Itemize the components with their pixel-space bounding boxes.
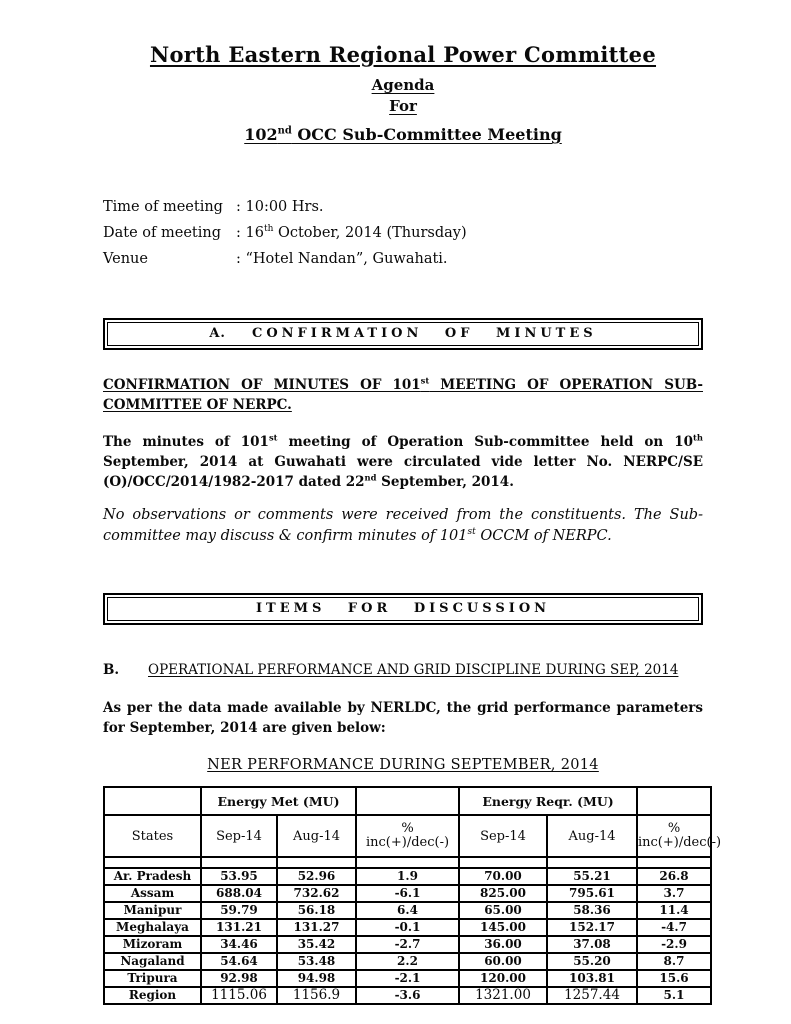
value-cell: -0.1 bbox=[356, 919, 459, 936]
table-row bbox=[104, 953, 711, 970]
value-cell: 54.64 bbox=[201, 953, 277, 970]
value-cell: 120.00 bbox=[459, 970, 547, 987]
empty-cell bbox=[104, 787, 201, 815]
item-b-title: OPERATIONAL PERFORMANCE AND GRID DISCIPLINE DURING SEP, 2014 bbox=[148, 662, 679, 678]
items-discussion-box-title bbox=[107, 597, 699, 621]
state-name-cell: Tripura bbox=[104, 970, 201, 987]
value-cell: 1115.06 bbox=[201, 987, 277, 1004]
value-cell: 55.20 bbox=[547, 953, 637, 970]
meeting-date-value: : 16th October, 2014 (Thursday) bbox=[236, 224, 467, 241]
state-name-cell: Meghalaya bbox=[104, 919, 201, 936]
minutes-circulation-paragraph: The minutes of 101st meeting of Operation Sub-committee held on 10th September, 2014 at Guwahati were circulated vide letter No. NERPC/SE (O)/OCC/2014/1982-2017 dated 22nd September, 2014. bbox=[103, 432, 703, 490]
value-cell: -6.1 bbox=[356, 885, 459, 902]
value-cell: 8.7 bbox=[637, 953, 711, 970]
value-cell: 1156.9 bbox=[277, 987, 356, 1004]
value-cell: 55.21 bbox=[547, 868, 637, 885]
value-cell: 15.6 bbox=[637, 970, 711, 987]
value-cell: 795.61 bbox=[547, 885, 637, 902]
meeting-venue-row bbox=[103, 246, 703, 272]
meeting-venue-value: : “Hotel Nandan”, Guwahati. bbox=[236, 251, 448, 267]
value-cell: 58.36 bbox=[547, 902, 637, 919]
value-cell: 53.95 bbox=[201, 868, 277, 885]
value-cell: -2.1 bbox=[356, 970, 459, 987]
met-sep-column-header: Sep-14 bbox=[201, 815, 277, 857]
value-cell: -4.7 bbox=[637, 919, 711, 936]
value-cell: 56.18 bbox=[277, 902, 356, 919]
item-b-heading bbox=[103, 660, 703, 681]
table-row bbox=[104, 919, 711, 936]
met-pct-column-header: % inc(+)/dec(-) bbox=[356, 815, 459, 857]
table-spacer-row bbox=[104, 857, 711, 868]
value-cell: 36.00 bbox=[459, 936, 547, 953]
performance-table bbox=[103, 786, 722, 1005]
meeting-time-value: : 10:00 Hrs. bbox=[236, 199, 324, 215]
value-cell: 131.21 bbox=[201, 919, 277, 936]
value-cell: 6.4 bbox=[356, 902, 459, 919]
states-column-header: States bbox=[104, 815, 201, 857]
value-cell: 59.79 bbox=[201, 902, 277, 919]
value-cell: 1321.00 bbox=[459, 987, 547, 1004]
meeting-number-title: 102nd OCC Sub-Committee Meeting bbox=[244, 125, 562, 144]
value-cell: 152.17 bbox=[547, 919, 637, 936]
reqr-aug-column-header: Aug-14 bbox=[547, 815, 637, 857]
meeting-venue-label: Venue bbox=[103, 251, 148, 267]
value-cell: 825.00 bbox=[459, 885, 547, 902]
meeting-time-label: Time of meeting bbox=[103, 199, 223, 215]
performance-table-title: NER PERFORMANCE DURING SEPTEMBER, 2014 bbox=[207, 757, 599, 773]
value-cell: -2.9 bbox=[637, 936, 711, 953]
document-title: North Eastern Regional Power Committee bbox=[149, 42, 657, 67]
table-row bbox=[104, 987, 711, 1004]
value-cell: -3.6 bbox=[356, 987, 459, 1004]
meeting-time-row bbox=[103, 194, 703, 220]
state-name-cell: Region bbox=[104, 987, 201, 1004]
value-cell: 60.00 bbox=[459, 953, 547, 970]
meeting-date-row bbox=[103, 220, 703, 246]
reqr-sep-column-header: Sep-14 bbox=[459, 815, 547, 857]
value-cell: 5.1 bbox=[637, 987, 711, 1004]
table-body bbox=[104, 868, 711, 1004]
items-discussion-box bbox=[103, 593, 703, 625]
value-cell: 70.00 bbox=[459, 868, 547, 885]
reqr-pct-column-header: % inc(+)/dec(-) bbox=[637, 815, 711, 857]
value-cell: 145.00 bbox=[459, 919, 547, 936]
energy-reqr-group-header: Energy Reqr. (MU) bbox=[459, 787, 637, 815]
state-name-cell: Manipur bbox=[104, 902, 201, 919]
value-cell: 1257.44 bbox=[547, 987, 637, 1004]
value-cell: 688.04 bbox=[201, 885, 277, 902]
value-cell: 26.8 bbox=[637, 868, 711, 885]
state-name-cell: Assam bbox=[104, 885, 201, 902]
observations-paragraph: No observations or comments were received from the constituents. The Sub-committee may discuss & confirm minutes of 101st OCCM of NERPC. bbox=[103, 507, 703, 544]
for-subtitle: For bbox=[389, 97, 417, 115]
met-aug-column-header: Aug-14 bbox=[277, 815, 356, 857]
table-row bbox=[104, 936, 711, 953]
item-b-letter: B. bbox=[103, 662, 120, 678]
value-cell: -2.7 bbox=[356, 936, 459, 953]
energy-met-group-header: Energy Met (MU) bbox=[201, 787, 356, 815]
meeting-info-block bbox=[103, 194, 703, 272]
section-a-box-title bbox=[107, 322, 699, 346]
items-discussion-label: ITEMS FOR DISCUSSION bbox=[255, 601, 551, 616]
empty-cell bbox=[637, 787, 711, 815]
meeting-date-label: Date of meeting bbox=[103, 225, 221, 241]
confirmation-heading: CONFIRMATION OF MINUTES OF 101st MEETING OF OPERATION SUB-COMMITTEE OF NERPC. bbox=[103, 375, 703, 413]
table-row bbox=[104, 868, 711, 885]
value-cell: 92.98 bbox=[201, 970, 277, 987]
state-name-cell: Nagaland bbox=[104, 953, 201, 970]
value-cell: 34.46 bbox=[201, 936, 277, 953]
value-cell: 65.00 bbox=[459, 902, 547, 919]
table-row bbox=[104, 970, 711, 987]
value-cell: 131.27 bbox=[277, 919, 356, 936]
value-cell: 53.48 bbox=[277, 953, 356, 970]
table-column-header-row bbox=[104, 815, 711, 857]
value-cell: 3.7 bbox=[637, 885, 711, 902]
state-name-cell: Ar. Pradesh bbox=[104, 868, 201, 885]
value-cell: 35.42 bbox=[277, 936, 356, 953]
agenda-subtitle: Agenda bbox=[371, 76, 435, 94]
value-cell: 103.81 bbox=[547, 970, 637, 987]
value-cell: 37.08 bbox=[547, 936, 637, 953]
grid-performance-intro: As per the data made available by NERLDC, the grid performance parameters for September, 2014 are given below: bbox=[103, 700, 703, 736]
empty-cell bbox=[356, 787, 459, 815]
value-cell: 1.9 bbox=[356, 868, 459, 885]
table-group-header-row bbox=[104, 787, 711, 815]
value-cell: 94.98 bbox=[277, 970, 356, 987]
value-cell: 732.62 bbox=[277, 885, 356, 902]
value-cell: 52.96 bbox=[277, 868, 356, 885]
section-a-letter: A. bbox=[209, 326, 226, 341]
state-name-cell: Mizoram bbox=[104, 936, 201, 953]
section-a-box bbox=[103, 318, 703, 350]
table-row bbox=[104, 902, 711, 919]
value-cell: 11.4 bbox=[637, 902, 711, 919]
table-row bbox=[104, 885, 711, 902]
section-a-label: CONFIRMATION OF MINUTES bbox=[251, 326, 597, 341]
value-cell: 2.2 bbox=[356, 953, 459, 970]
